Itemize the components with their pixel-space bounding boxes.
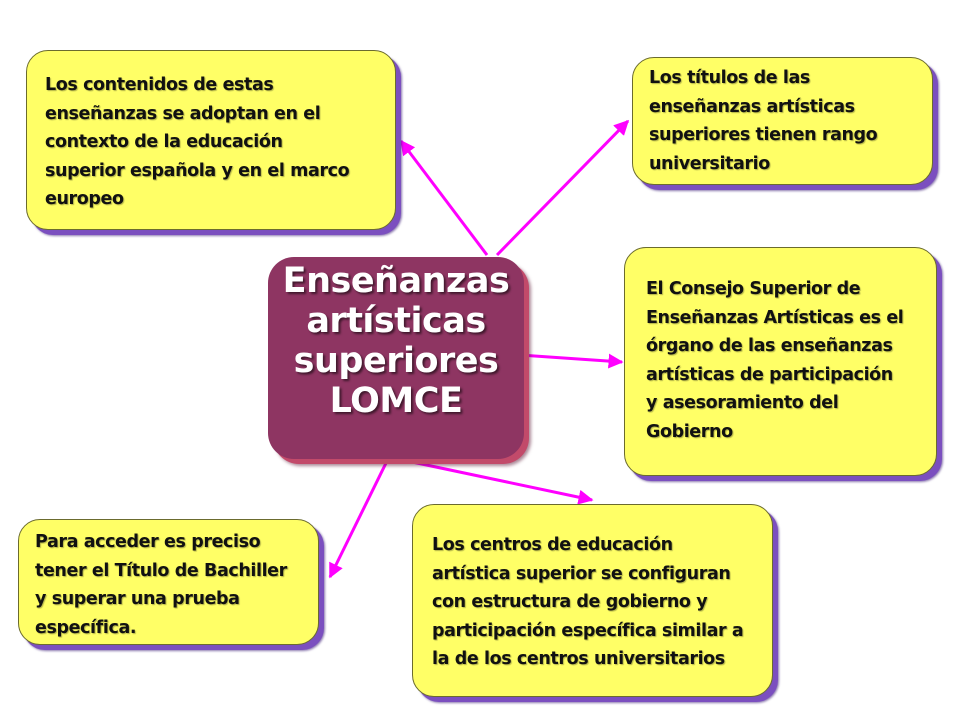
arrow-to-bottom-left bbox=[330, 459, 388, 577]
arrow-to-top-right bbox=[497, 121, 628, 255]
node-top-left: Los contenidos de estas enseñanzas se adoptan en el contexto de la educación superior española y en el marco europeo bbox=[26, 50, 396, 230]
arrow-to-top-left bbox=[401, 141, 487, 255]
node-bottom-right: Los centros de educación artística superior se configuran con estructura de gobierno y participación específica similar a la de los centros universitarios bbox=[412, 504, 773, 697]
node-top-right: Los títulos de las enseñanzas artísticas superiores tienen rango universitario bbox=[632, 57, 933, 185]
central-topic: Enseñanzas artísticas superiores LOMCE bbox=[268, 257, 524, 459]
arrow-to-bottom-right bbox=[398, 459, 592, 500]
node-bottom-left: Para acceder es preciso tener el Título de Bachiller y superar una prueba específica. bbox=[18, 519, 319, 645]
node-middle-right: El Consejo Superior de Enseñanzas Artísticas es el órgano de las enseñanzas artísticas de participación y asesoramiento del Gobierno bbox=[624, 247, 937, 476]
arrow-to-middle-right bbox=[520, 355, 622, 362]
